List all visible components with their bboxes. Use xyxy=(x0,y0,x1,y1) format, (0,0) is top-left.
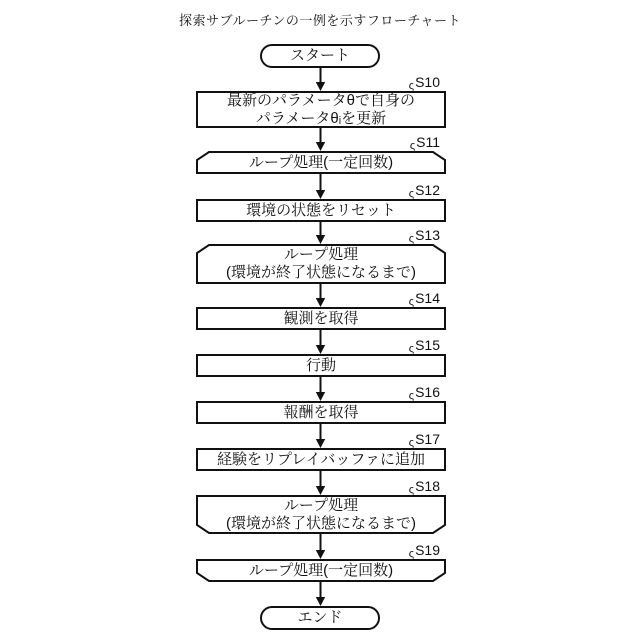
flow-arrow xyxy=(316,424,325,448)
step-ref-label: S12 xyxy=(415,182,440,198)
node-s10 xyxy=(196,91,446,128)
node-label: ループ処理 (環境が終了状態になるまで) xyxy=(226,496,416,532)
node-s17 xyxy=(196,448,446,471)
step-ref-label: S19 xyxy=(415,542,440,558)
reference-leader: ς xyxy=(408,390,415,402)
node-label: エンド xyxy=(297,609,343,626)
step-ref-label: S14 xyxy=(415,290,440,306)
node-start xyxy=(260,44,380,68)
node-s13 xyxy=(196,244,446,284)
step-ref-s17 xyxy=(409,431,440,448)
node-label: 経験をリプレイバッファに追加 xyxy=(216,450,426,468)
step-ref-s13 xyxy=(409,227,440,244)
flow-arrow xyxy=(316,582,325,606)
node-label: スタート xyxy=(289,47,350,64)
reference-leader: ς xyxy=(408,80,415,92)
flow-arrow xyxy=(316,284,325,307)
step-ref-s15 xyxy=(409,337,440,354)
node-s14 xyxy=(196,307,446,330)
step-ref-s11 xyxy=(410,134,440,151)
node-label: 報酬を取得 xyxy=(283,403,359,421)
node-label: ループ処理(一定回数) xyxy=(248,561,394,579)
node-label: 環境の状態をリセット xyxy=(246,201,396,219)
flow-arrow xyxy=(316,128,325,151)
reference-leader: ς xyxy=(408,484,415,496)
reference-leader: ς xyxy=(408,548,415,560)
step-ref-label: S15 xyxy=(415,337,440,353)
step-ref-label: S16 xyxy=(415,384,440,400)
step-ref-s10 xyxy=(409,74,440,91)
flow-arrow xyxy=(316,222,325,244)
step-ref-label: S17 xyxy=(415,431,440,447)
node-s11 xyxy=(196,151,446,174)
reference-leader: ς xyxy=(408,343,415,355)
step-ref-s19 xyxy=(409,542,440,559)
reference-leader: ς xyxy=(408,233,415,245)
step-ref-label: S18 xyxy=(415,478,440,494)
node-s12 xyxy=(196,199,446,222)
flow-arrow xyxy=(316,174,325,199)
step-ref-s16 xyxy=(409,384,440,401)
step-ref-label: S11 xyxy=(416,134,440,150)
step-ref-s12 xyxy=(409,182,440,199)
step-ref-s18 xyxy=(409,478,440,495)
node-s15 xyxy=(196,354,446,377)
node-s19 xyxy=(196,559,446,582)
reference-leader: ς xyxy=(408,437,415,449)
step-ref-label: S10 xyxy=(415,74,440,90)
flow-arrow xyxy=(316,471,325,495)
flow-arrow xyxy=(316,68,325,91)
node-label: ループ処理(一定回数) xyxy=(248,153,394,171)
step-ref-label: S13 xyxy=(415,227,440,243)
node-label: 観測を取得 xyxy=(283,309,359,327)
reference-leader: ς xyxy=(408,296,415,308)
flow-arrow xyxy=(316,534,325,559)
node-s18 xyxy=(196,495,446,534)
node-end xyxy=(260,606,380,630)
reference-leader: ς xyxy=(409,140,416,152)
flowchart-title: 探索サブルーチンの一例を示すフローチャート xyxy=(179,13,461,28)
flow-arrow xyxy=(316,330,325,354)
node-label: 行動 xyxy=(305,356,336,374)
node-label: ループ処理 (環境が終了状態になるまで) xyxy=(226,246,416,281)
node-s16 xyxy=(196,401,446,424)
step-ref-s14 xyxy=(409,290,440,307)
reference-leader: ς xyxy=(408,188,415,200)
flow-arrow xyxy=(316,377,325,401)
node-label: 最新のパラメータθで自身の パラメータθᵢを更新 xyxy=(227,91,415,127)
